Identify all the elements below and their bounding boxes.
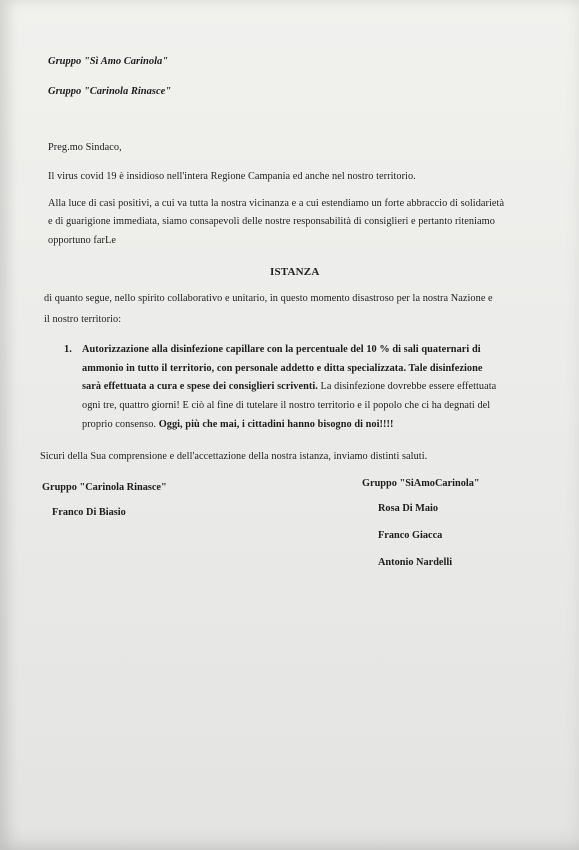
greeting: Preg.mo Sindaco, bbox=[48, 142, 122, 153]
intro-line-2: il nostro territorio: bbox=[44, 314, 122, 325]
signature-right-name-3: Antonio Nardelli bbox=[378, 557, 453, 568]
list-line-1: Autorizzazione alla disinfezione capillare con la percentuale del 10 % di sali quaternari di bbox=[82, 344, 481, 355]
signature-left-name-1: Franco Di Biasio bbox=[52, 507, 126, 518]
signature-right-name-2: Franco Giacca bbox=[378, 530, 443, 541]
list-line-2: ammonio in tutto il territorio, con personale addetto e ditta specializzata. Tale disinfezione bbox=[82, 363, 483, 374]
list-line-3-rest: La disinfezione dovrebbe essere effettuata bbox=[317, 381, 497, 392]
signature-right-name-1: Rosa Di Maio bbox=[378, 503, 439, 514]
section-title: ISTANZA bbox=[270, 266, 320, 278]
list-line-3-bold: sarà effettuata a cura e spese dei consiglieri scriventi. bbox=[82, 381, 318, 392]
intro-line-1: di quanto segue, nello spirito collaborativo e unitario, in questo momento disastroso per la nostra Nazione e bbox=[44, 293, 493, 304]
list-line-5-plain: proprio consenso. bbox=[82, 419, 159, 430]
list-line-3 bbox=[82, 381, 496, 392]
paragraph-2-line-1: Alla luce di casi positivi, a cui va tutta la nostra vicinanza e a cui estendiamo un forte abbraccio di solidarietà bbox=[48, 198, 505, 209]
header-group-carinola-rinasce: Gruppo "Carinola Rinasce" bbox=[48, 86, 172, 97]
list-line-5-bold: Oggi, più che mai, i cittadini hanno bisogno di noi!!!! bbox=[158, 419, 394, 430]
paragraph-1: Il virus covid 19 è insidioso nell'intera Regione Campania ed anche nel nostro territorio. bbox=[48, 171, 416, 182]
signature-right-group: Gruppo "SiAmoCarinola" bbox=[362, 478, 480, 489]
signature-left-group: Gruppo "Carinola Rinasce" bbox=[42, 482, 167, 493]
list-line-4: ogni tre, quattro giorni! E ciò al fine di tutelare il nostro territorio e il popolo che ci ha degnati del bbox=[82, 400, 491, 411]
paragraph-2-line-3: opportuno farLe bbox=[48, 235, 116, 246]
paragraph-2-line-2: e di guarigione immediata, siamo consapevoli delle nostre responsabilità di consiglieri e pertanto riteniamo bbox=[48, 216, 495, 227]
closing-line: Sicuri della Sua comprensione e dell'accettazione della nostra istanza, inviamo distinti saluti. bbox=[40, 451, 428, 462]
list-line-5 bbox=[82, 419, 393, 430]
header-group-si-amo-carinola: Gruppo "Sì Amo Carinola" bbox=[48, 56, 169, 67]
list-number: 1. bbox=[64, 344, 72, 355]
